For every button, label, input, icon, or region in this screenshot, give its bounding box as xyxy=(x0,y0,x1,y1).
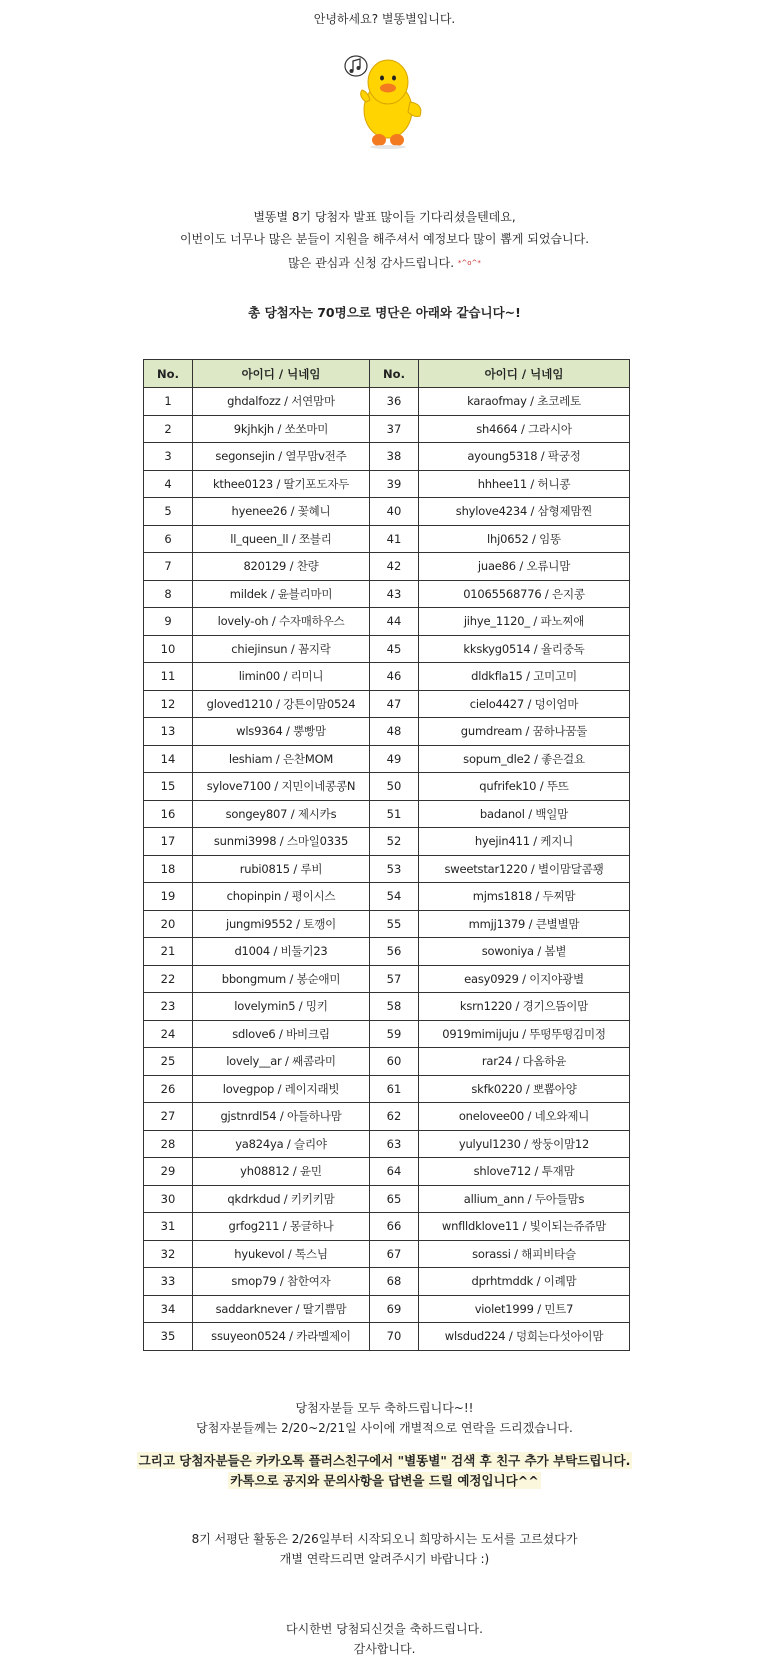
row-id-right: shlove712 / 투재맘 xyxy=(419,1158,630,1186)
closing-message xyxy=(0,1619,769,1659)
kakao-line-2: 카톡으로 공지와 문의사항을 답변을 드릴 예정입니다^^ xyxy=(230,1473,539,1488)
row-no-left: 4 xyxy=(144,470,193,498)
row-id-left: gjstnrdl54 / 아들하나맘 xyxy=(193,1103,370,1131)
table-row xyxy=(144,773,630,801)
intro-line-2: 이번이도 너무나 많은 분들이 지원을 해주셔서 예정보다 많이 뽑게 되었습니다. xyxy=(179,232,590,246)
table-row xyxy=(144,745,630,773)
row-id-right: onelovee00 / 네오와제니 xyxy=(419,1103,630,1131)
table-row xyxy=(144,1020,630,1048)
row-no-right: 66 xyxy=(370,1213,419,1241)
row-id-right: sowoniya / 봄볕 xyxy=(419,938,630,966)
row-id-left: leshiam / 은찬MOM xyxy=(193,745,370,773)
row-id-left: grfog211 / 몽글하나 xyxy=(193,1213,370,1241)
row-no-left: 15 xyxy=(144,773,193,801)
row-no-left: 33 xyxy=(144,1268,193,1296)
row-id-left: mildek / 윤블리마미 xyxy=(193,580,370,608)
row-id-right: gumdream / 꿈하나꿈둘 xyxy=(419,718,630,746)
row-no-left: 20 xyxy=(144,910,193,938)
table-row xyxy=(144,580,630,608)
row-no-right: 42 xyxy=(370,553,419,581)
header-id-right: 아이디 / 닉네임 xyxy=(419,360,630,388)
row-no-right: 61 xyxy=(370,1075,419,1103)
row-id-right: rar24 / 다옴하윤 xyxy=(419,1048,630,1076)
row-no-right: 50 xyxy=(370,773,419,801)
table-row xyxy=(144,608,630,636)
kakao-line-1: 그리고 당첨자분들은 카카오톡 플러스친구에서 "별똥별" 검색 후 친구 추가 부탁드립니다. xyxy=(138,1453,631,1468)
row-id-right: lhj0652 / 임똥 xyxy=(419,525,630,553)
row-no-left: 26 xyxy=(144,1075,193,1103)
closing-line-2: 감사합니다. xyxy=(353,1642,416,1656)
row-id-right: dldkfla15 / 고미고미 xyxy=(419,663,630,691)
row-no-right: 36 xyxy=(370,388,419,416)
row-id-left: ghdalfozz / 서연맘마 xyxy=(193,388,370,416)
table-row xyxy=(144,910,630,938)
row-no-right: 67 xyxy=(370,1240,419,1268)
row-id-right: hyejin411 / 케지니 xyxy=(419,828,630,856)
row-no-left: 19 xyxy=(144,883,193,911)
row-no-left: 21 xyxy=(144,938,193,966)
row-id-right: ayoung5318 / 팍궁정 xyxy=(419,443,630,471)
row-id-right: skfk0220 / 뽀뽑아양 xyxy=(419,1075,630,1103)
table-row xyxy=(144,1185,630,1213)
row-id-left: sylove7100 / 지민이네콩콩N xyxy=(193,773,370,801)
table-row xyxy=(144,635,630,663)
row-id-left: d1004 / 비둘기23 xyxy=(193,938,370,966)
row-id-left: 820129 / 찬량 xyxy=(193,553,370,581)
row-id-right: kkskyg0514 / 율리중독 xyxy=(419,635,630,663)
row-id-right: dprhtmddk / 이례맘 xyxy=(419,1268,630,1296)
row-id-right: wnflldklove11 / 빛이되는쥬쥬맘 xyxy=(419,1213,630,1241)
row-id-right: sh4664 / 그라시아 xyxy=(419,415,630,443)
row-id-left: jungmi9552 / 토깽이 xyxy=(193,910,370,938)
row-id-left: rubi0815 / 루비 xyxy=(193,855,370,883)
row-id-left: kthee0123 / 딸기포도자두 xyxy=(193,470,370,498)
intro-message xyxy=(0,206,769,274)
row-id-right: sweetstar1220 / 별이맘달콤꽹 xyxy=(419,855,630,883)
row-no-right: 41 xyxy=(370,525,419,553)
row-id-right: karaofmay / 초코레토 xyxy=(419,388,630,416)
row-id-left: bbongmum / 봉순애미 xyxy=(193,965,370,993)
row-no-left: 30 xyxy=(144,1185,193,1213)
row-id-left: sdlove6 / 바비크림 xyxy=(193,1020,370,1048)
closing-line-1: 다시한번 당첨되신것을 축하드립니다. xyxy=(286,1622,483,1636)
emoticon: *^o^* xyxy=(457,259,481,267)
table-row xyxy=(144,938,630,966)
intro-line-3-text: 많은 관심과 신청 감사드립니다. xyxy=(288,256,455,270)
row-no-right: 38 xyxy=(370,443,419,471)
row-no-left: 14 xyxy=(144,745,193,773)
row-no-right: 47 xyxy=(370,690,419,718)
table-row xyxy=(144,553,630,581)
row-no-right: 53 xyxy=(370,855,419,883)
row-id-left: hyenee26 / 꽃혜니 xyxy=(193,498,370,526)
row-no-right: 58 xyxy=(370,993,419,1021)
row-no-right: 37 xyxy=(370,415,419,443)
table-row xyxy=(144,498,630,526)
row-id-left: sunmi3998 / 스마일0335 xyxy=(193,828,370,856)
duck-character-icon xyxy=(344,52,428,150)
row-no-left: 23 xyxy=(144,993,193,1021)
table-row xyxy=(144,883,630,911)
row-no-left: 2 xyxy=(144,415,193,443)
table-row xyxy=(144,1240,630,1268)
row-no-right: 40 xyxy=(370,498,419,526)
winners-table xyxy=(143,359,630,1351)
row-id-right: shylove4234 / 삼형제맘찐 xyxy=(419,498,630,526)
table-row xyxy=(144,1130,630,1158)
row-no-left: 22 xyxy=(144,965,193,993)
row-id-right: jihye_1120_ / 파노찌애 xyxy=(419,608,630,636)
row-no-right: 62 xyxy=(370,1103,419,1131)
row-id-left: segonsejin / 열무맘v전주 xyxy=(193,443,370,471)
winners-table-body xyxy=(144,388,630,1351)
row-id-left: ssuyeon0524 / 카라멜제이 xyxy=(193,1323,370,1351)
row-id-left: wls9364 / 뿡빵맘 xyxy=(193,718,370,746)
table-row xyxy=(144,1158,630,1186)
schedule-line-1: 8기 서평단 활동은 2/26일부터 시작되오니 희망하시는 도서를 고르셨다가 xyxy=(191,1532,578,1546)
row-id-left: hyukevol / 톡스님 xyxy=(193,1240,370,1268)
row-no-right: 65 xyxy=(370,1185,419,1213)
row-no-left: 7 xyxy=(144,553,193,581)
table-row xyxy=(144,443,630,471)
table-row xyxy=(144,1103,630,1131)
row-no-left: 10 xyxy=(144,635,193,663)
row-no-left: 24 xyxy=(144,1020,193,1048)
congrats-message xyxy=(0,1398,769,1438)
row-id-right: mmjj1379 / 큰별별맘 xyxy=(419,910,630,938)
row-id-left: smop79 / 참한여자 xyxy=(193,1268,370,1296)
row-no-left: 3 xyxy=(144,443,193,471)
row-no-right: 39 xyxy=(370,470,419,498)
table-header-row xyxy=(144,360,630,388)
table-row xyxy=(144,470,630,498)
row-no-left: 16 xyxy=(144,800,193,828)
congrats-line-2: 당첨자분들께는 2/20~2/21일 사이에 개별적으로 연락을 드리겠습니다. xyxy=(196,1421,573,1435)
row-no-left: 18 xyxy=(144,855,193,883)
row-no-right: 46 xyxy=(370,663,419,691)
row-no-left: 17 xyxy=(144,828,193,856)
intro-line-1: 별똥별 8기 당첨자 발표 많이들 기다리셨을텐데요, xyxy=(253,210,516,224)
row-no-right: 55 xyxy=(370,910,419,938)
row-no-left: 13 xyxy=(144,718,193,746)
table-row xyxy=(144,1323,630,1351)
row-id-right: 0919mimijuju / 뚜떵뚜떵김미정 xyxy=(419,1020,630,1048)
row-id-right: juae86 / 오류니맘 xyxy=(419,553,630,581)
row-no-left: 1 xyxy=(144,388,193,416)
table-row xyxy=(144,993,630,1021)
row-no-right: 54 xyxy=(370,883,419,911)
row-no-right: 56 xyxy=(370,938,419,966)
table-row xyxy=(144,690,630,718)
row-id-right: allium_ann / 두아들맘s xyxy=(419,1185,630,1213)
row-id-left: chopinpin / 평이시스 xyxy=(193,883,370,911)
row-id-left: gloved1210 / 강튼이맘0524 xyxy=(193,690,370,718)
table-row xyxy=(144,800,630,828)
row-id-left: lovely__ar / 쌔콤라미 xyxy=(193,1048,370,1076)
congrats-line-1: 당첨자분들 모두 축하드립니다~!! xyxy=(295,1401,474,1415)
row-no-right: 70 xyxy=(370,1323,419,1351)
row-id-right: qufrifek10 / 뚜뜨 xyxy=(419,773,630,801)
table-row xyxy=(144,1268,630,1296)
row-no-left: 34 xyxy=(144,1295,193,1323)
row-no-left: 25 xyxy=(144,1048,193,1076)
row-id-left: lovegpop / 레이지래빗 xyxy=(193,1075,370,1103)
row-no-right: 63 xyxy=(370,1130,419,1158)
row-no-left: 8 xyxy=(144,580,193,608)
row-id-right: sopum_dle2 / 좋은걸요 xyxy=(419,745,630,773)
table-row xyxy=(144,663,630,691)
row-no-left: 29 xyxy=(144,1158,193,1186)
table-row xyxy=(144,1295,630,1323)
header-no-right: No. xyxy=(370,360,419,388)
row-no-left: 11 xyxy=(144,663,193,691)
row-id-right: mjms1818 / 두찌맘 xyxy=(419,883,630,911)
row-no-right: 59 xyxy=(370,1020,419,1048)
row-no-left: 31 xyxy=(144,1213,193,1241)
row-id-right: easy0929 / 이지야광별 xyxy=(419,965,630,993)
row-id-left: songey807 / 제시카s xyxy=(193,800,370,828)
table-row xyxy=(144,525,630,553)
table-row xyxy=(144,828,630,856)
header-no-left: No. xyxy=(144,360,193,388)
table-row xyxy=(144,415,630,443)
table-row xyxy=(144,965,630,993)
row-no-left: 27 xyxy=(144,1103,193,1131)
table-row xyxy=(144,1213,630,1241)
row-no-right: 69 xyxy=(370,1295,419,1323)
row-no-left: 6 xyxy=(144,525,193,553)
schedule-line-2: 개별 연락드리면 알려주시기 바랍니다 :) xyxy=(279,1552,490,1566)
row-id-right: ksrn1220 / 경기으뜸이맘 xyxy=(419,993,630,1021)
row-no-right: 57 xyxy=(370,965,419,993)
row-id-right: 01065568776 / 은지콩 xyxy=(419,580,630,608)
row-id-right: wlsdud224 / 덩희는다섯아이맘 xyxy=(419,1323,630,1351)
table-row xyxy=(144,1075,630,1103)
row-id-left: chiejinsun / 꼼지락 xyxy=(193,635,370,663)
kakao-notice xyxy=(0,1451,769,1491)
total-winners-notice: 총 당첨자는 70명으로 명단은 아래와 같습니다~! xyxy=(248,305,521,320)
intro-line-3 xyxy=(0,252,769,274)
row-no-right: 64 xyxy=(370,1158,419,1186)
row-no-right: 43 xyxy=(370,580,419,608)
row-no-right: 44 xyxy=(370,608,419,636)
row-id-right: yulyul1230 / 쌍둥이맘12 xyxy=(419,1130,630,1158)
row-no-right: 48 xyxy=(370,718,419,746)
row-no-left: 32 xyxy=(144,1240,193,1268)
table-row xyxy=(144,855,630,883)
row-id-left: lovelymin5 / 밍키 xyxy=(193,993,370,1021)
row-id-right: violet1999 / 민트7 xyxy=(419,1295,630,1323)
greeting-text: 안녕하세요? 별똥별입니다. xyxy=(313,12,456,26)
row-no-left: 35 xyxy=(144,1323,193,1351)
row-no-left: 12 xyxy=(144,690,193,718)
row-no-right: 45 xyxy=(370,635,419,663)
row-id-right: cielo4427 / 덩이엄마 xyxy=(419,690,630,718)
row-id-left: qkdrkdud / 키키키맘 xyxy=(193,1185,370,1213)
row-id-right: sorassi / 해피비타슬 xyxy=(419,1240,630,1268)
row-no-right: 60 xyxy=(370,1048,419,1076)
row-no-right: 68 xyxy=(370,1268,419,1296)
row-no-left: 28 xyxy=(144,1130,193,1158)
schedule-message xyxy=(0,1529,769,1569)
row-no-left: 5 xyxy=(144,498,193,526)
row-id-left: ll_queen_ll / 쪼블리 xyxy=(193,525,370,553)
row-id-left: 9kjhkjh / 쏘쏘마미 xyxy=(193,415,370,443)
row-no-right: 52 xyxy=(370,828,419,856)
table-row xyxy=(144,718,630,746)
row-id-left: yh08812 / 윤민 xyxy=(193,1158,370,1186)
table-row xyxy=(144,1048,630,1076)
row-id-left: limin00 / 리미니 xyxy=(193,663,370,691)
row-no-right: 51 xyxy=(370,800,419,828)
row-id-right: hhhee11 / 허니콩 xyxy=(419,470,630,498)
row-no-left: 9 xyxy=(144,608,193,636)
header-id-left: 아이디 / 닉네임 xyxy=(193,360,370,388)
row-no-right: 49 xyxy=(370,745,419,773)
row-id-left: lovely-oh / 수자매하우스 xyxy=(193,608,370,636)
row-id-left: ya824ya / 슬리야 xyxy=(193,1130,370,1158)
row-id-right: badanol / 백일맘 xyxy=(419,800,630,828)
row-id-left: saddarknever / 딸기쁨맘 xyxy=(193,1295,370,1323)
table-row xyxy=(144,388,630,416)
